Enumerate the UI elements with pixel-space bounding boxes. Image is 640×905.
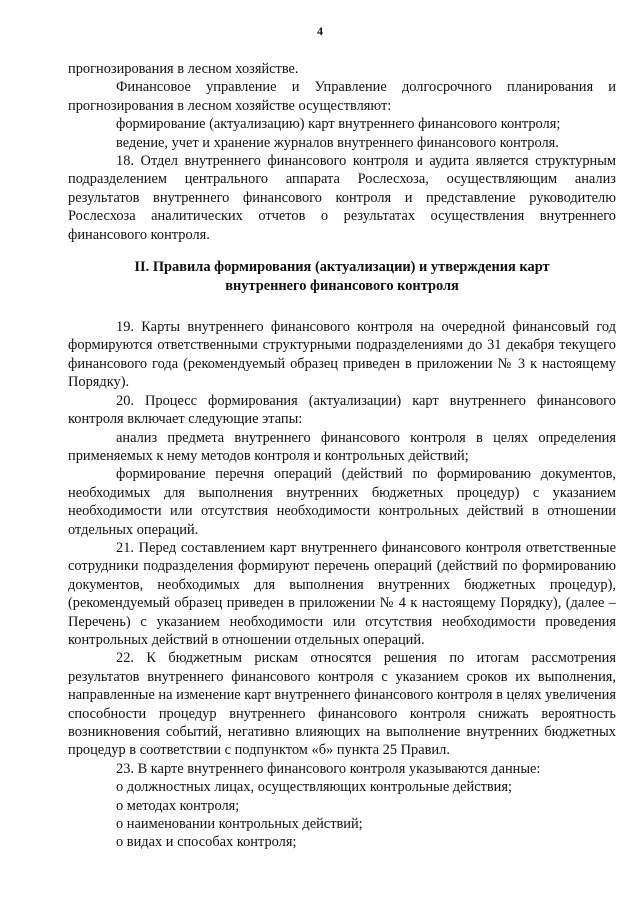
list-item: о видах и способах контроля; xyxy=(116,834,297,851)
paragraph: Финансовое управление и Управление долгосрочного планирования и прогнозирования в лесном хозяйстве осуществляют: xyxy=(68,79,616,114)
document-body xyxy=(68,60,616,852)
paragraph: прогнозирования в лесном хозяйстве. xyxy=(68,61,299,77)
paragraph: ведение, учет и хранение журналов внутреннего финансового контроля. xyxy=(116,134,559,151)
page-number: 4 xyxy=(317,24,323,38)
paragraph: формирование перечня операций (действий по формированию документов, необходимых для выполнения внутренних бюджетных процедур) с указанием необходимости или отсутствия необходимости контрольных действий в отношении отдельных операций. xyxy=(68,466,616,538)
list-item: о наименовании контрольных действий; xyxy=(116,816,363,833)
paragraph: 23. В карте внутреннего финансового контроля указываются данные: xyxy=(116,760,541,777)
paragraph: 22. К бюджетным рискам относятся решения по итогам рассмотрения результатов внутреннего финансового контроля с указанием сроков их выполнения, направленные на изменение карт внутреннего финансового контроля в целях увеличения способности процедур внутреннего финансового контроля снижать вероятность возникновения событий, негативно влияющих на выполнение внутренних бюджетных процедур в соответствии с подпунктом «б» пункта 25 Правил. xyxy=(68,650,616,759)
paragraph: 18. Отдел внутреннего финансового контроля и аудита является структурным подразделением центрального аппарата Рослесхоза, осуществляющим анализ результатов внутреннего финансового контроля и представление руководителю Рослесхоза аналитических отчетов о результатах осуществления внутреннего финансового контроля. xyxy=(68,153,616,243)
section-heading-line-1: II. Правила формирования (актуализации) и утверждения карт xyxy=(134,259,550,276)
list-item: о должностных лицах, осуществляющих контрольные действия; xyxy=(116,779,513,796)
section-heading-line-2: внутреннего финансового контроля xyxy=(225,278,459,295)
paragraph: формирование (актуализацию) карт внутреннего финансового контроля; xyxy=(116,116,561,133)
paragraph: анализ предмета внутреннего финансового контроля в целях определения применяемых к нему методов контроля и контрольных действий; xyxy=(68,429,616,464)
section-heading xyxy=(68,258,616,296)
paragraph: 19. Карты внутреннего финансового контроля на очередной финансовый год формируются ответственными структурными подразделениями до 31 декабря текущего финансового года (рекомендуемый образец приведен в приложении № 3 к настоящему Порядку). xyxy=(68,319,616,391)
list-item: о методах контроля; xyxy=(116,797,240,814)
paragraph: 20. Процесс формирования (актуализации) карт внутреннего финансового контроля включает следующие этапы: xyxy=(68,392,616,428)
paragraph: 21. Перед составлением карт внутреннего финансового контроля ответственные сотрудники подразделения формируют перечень операций (действий по формированию документов, необходимых для выполнения внутренних бюджетных процедур), (рекомендуемый образец приведен в приложении № 4 к настоящему Порядку), (далее – Перечень) с указанием необходимости или отсутствия необходимости проведения контрольных действий в отношении отдельных операций. xyxy=(68,539,616,648)
